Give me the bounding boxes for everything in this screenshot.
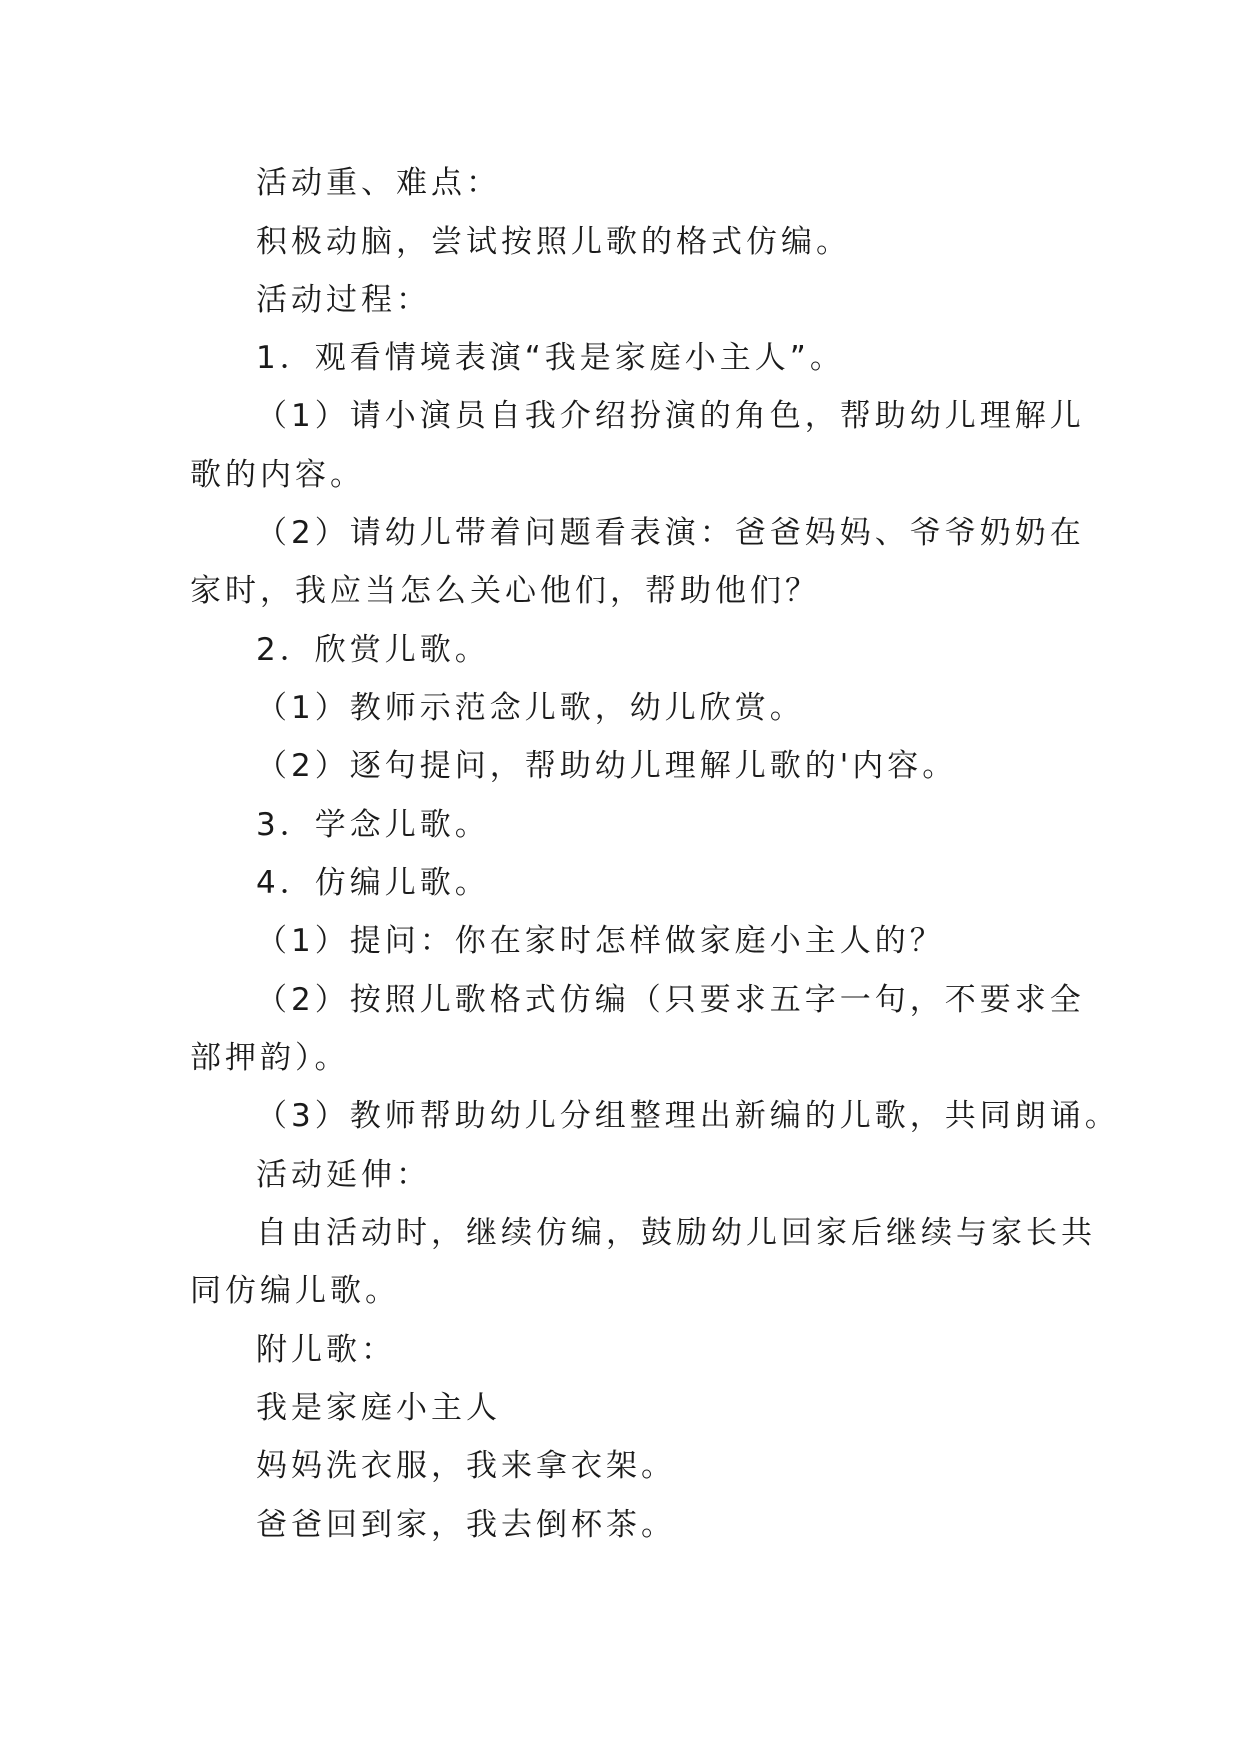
step-4-2-line-1: （2）按照儿歌格式仿编（只要求五字一句，不要求全	[256, 982, 1085, 1018]
step-1-1-line-2: 歌的内容。	[190, 457, 365, 493]
step-2: 2．欣赏儿歌。	[256, 632, 490, 668]
step-4-1: （1）提问：你在家时怎样做家庭小主人的？	[256, 923, 945, 959]
heading-extension: 活动延伸：	[256, 1157, 431, 1193]
paragraph-key-points: 积极动脑，尝试按照儿歌的格式仿编。	[256, 224, 851, 260]
step-3: 3．学念儿歌。	[256, 807, 490, 843]
step-1-2-line-1: （2）请幼儿带着问题看表演：爸爸妈妈、爷爷奶奶在	[256, 515, 1085, 551]
step-1-1-line-1: （1）请小演员自我介绍扮演的角色，帮助幼儿理解儿	[256, 398, 1085, 434]
step-1: 1．观看情境表演“我是家庭小主人”。	[256, 340, 845, 376]
step-2-1: （1）教师示范念儿歌，幼儿欣赏。	[256, 690, 805, 726]
heading-key-points: 活动重、难点：	[256, 165, 501, 201]
heading-appendix: 附儿歌：	[256, 1332, 396, 1368]
extension-line-2: 同仿编儿歌。	[190, 1273, 400, 1309]
extension-line-1: 自由活动时，继续仿编，鼓励幼儿回家后继续与家长共	[256, 1215, 1096, 1251]
step-2-2: （2）逐句提问，帮助幼儿理解儿歌的'内容。	[256, 748, 958, 784]
song-title: 我是家庭小主人	[256, 1390, 501, 1426]
song-line-1: 妈妈洗衣服，我来拿衣架。	[256, 1448, 676, 1484]
step-4: 4．仿编儿歌。	[256, 865, 490, 901]
step-4-3: （3）教师帮助幼儿分组整理出新编的儿歌，共同朗诵。	[256, 1098, 1120, 1134]
song-line-2: 爸爸回到家，我去倒杯茶。	[256, 1507, 676, 1543]
step-1-2-line-2: 家时，我应当怎么关心他们，帮助他们？	[190, 573, 820, 609]
heading-process: 活动过程：	[256, 282, 431, 318]
step-4-2-line-2: 部押韵）。	[190, 1040, 350, 1076]
